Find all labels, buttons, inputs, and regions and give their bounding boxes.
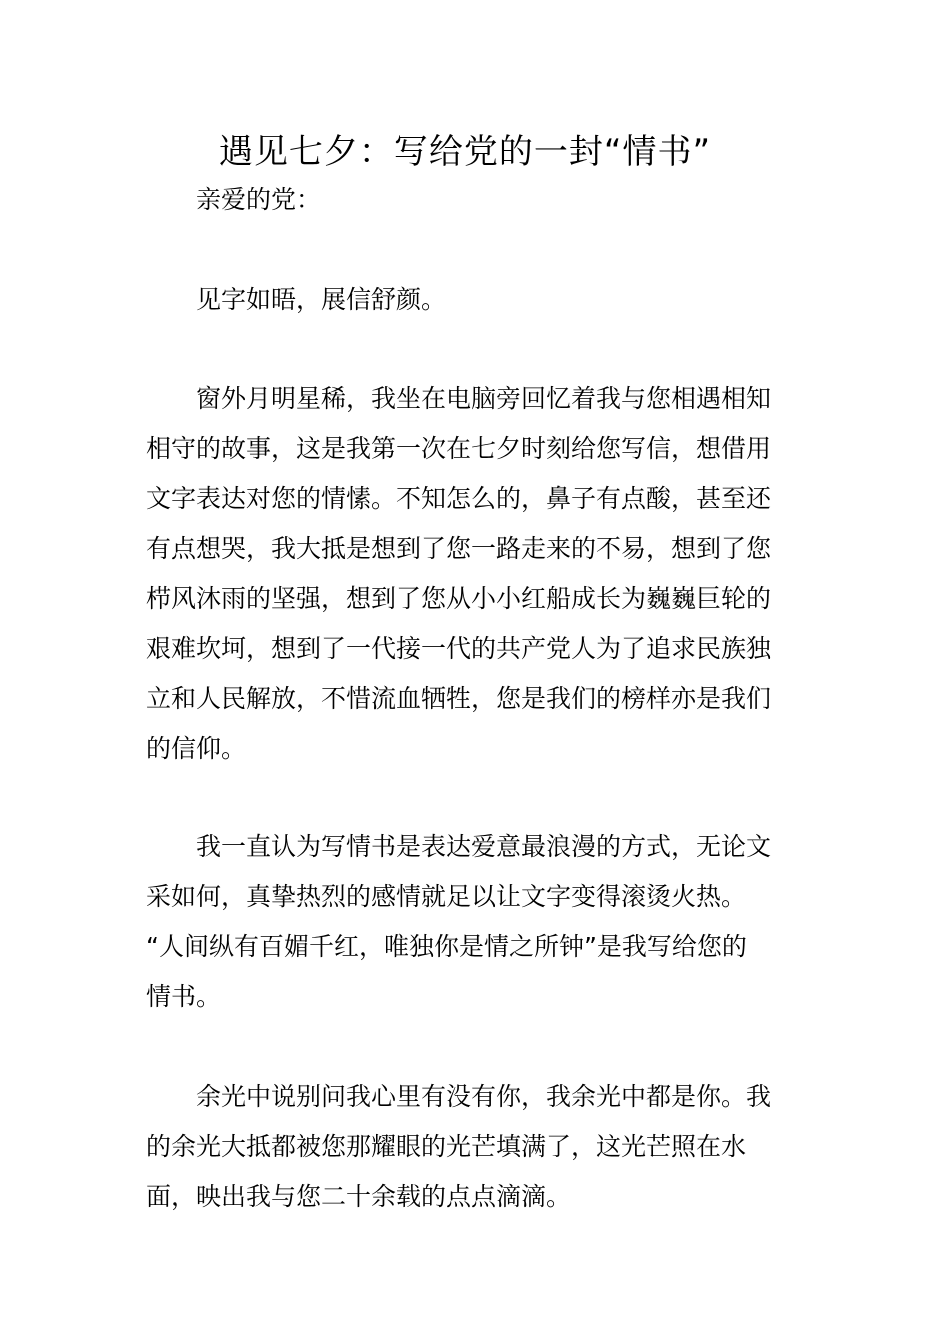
paragraph-line: “人间纵有百媚千红，唯独你是情之所钟”是我写给您的 <box>146 932 747 961</box>
paragraph-line: 余光中说别问我心里有没有你，我余光中都是你。我 <box>196 1082 772 1111</box>
paragraph-line: 的信仰。 <box>146 734 247 763</box>
paragraph-3 <box>146 822 806 1022</box>
paragraph-2 <box>146 374 806 774</box>
paragraph-1 <box>146 275 806 325</box>
paragraph-line: 的余光大抵都被您那耀眼的光芒填满了，这光芒照在水 <box>146 1132 747 1161</box>
paragraph-line: 窗外月明星稀，我坐在电脑旁回忆着我与您相遇相知 <box>196 384 772 413</box>
paragraph-line: 相守的故事，这是我第一次在七夕时刻给您写信，想借用 <box>146 434 772 463</box>
paragraph-line: 立和人民解放，不惜流血牺牲，您是我们的榜样亦是我们 <box>146 684 772 713</box>
paragraph-line: 有点想哭，我大抵是想到了您一路走来的不易，想到了您 <box>146 534 772 563</box>
paragraph-line: 面，映出我与您二十余载的点点滴滴。 <box>146 1182 572 1211</box>
document-title: 遇见七夕：写给党的一封“情书” <box>218 132 712 172</box>
paragraph-4 <box>146 1072 806 1222</box>
paragraph-line: 栉风沐雨的坚强，想到了您从小小红船成长为巍巍巨轮的 <box>146 584 772 613</box>
paragraph-line: 采如何，真挚热烈的感情就足以让文字变得滚烫火热。 <box>146 882 747 911</box>
paragraph-line: 情书。 <box>146 982 222 1011</box>
paragraph-line: 我一直认为写情书是表达爱意最浪漫的方式，无论文 <box>196 832 772 861</box>
paragraph-line: 文字表达对您的情愫。不知怎么的，鼻子有点酸，甚至还 <box>146 484 772 513</box>
paragraph-line: 艰难坎坷，想到了一代接一代的共产党人为了追求民族独 <box>146 634 772 663</box>
paragraph-line: 见字如晤，展信舒颜。 <box>196 285 447 314</box>
salutation: 亲爱的党： <box>196 185 322 214</box>
